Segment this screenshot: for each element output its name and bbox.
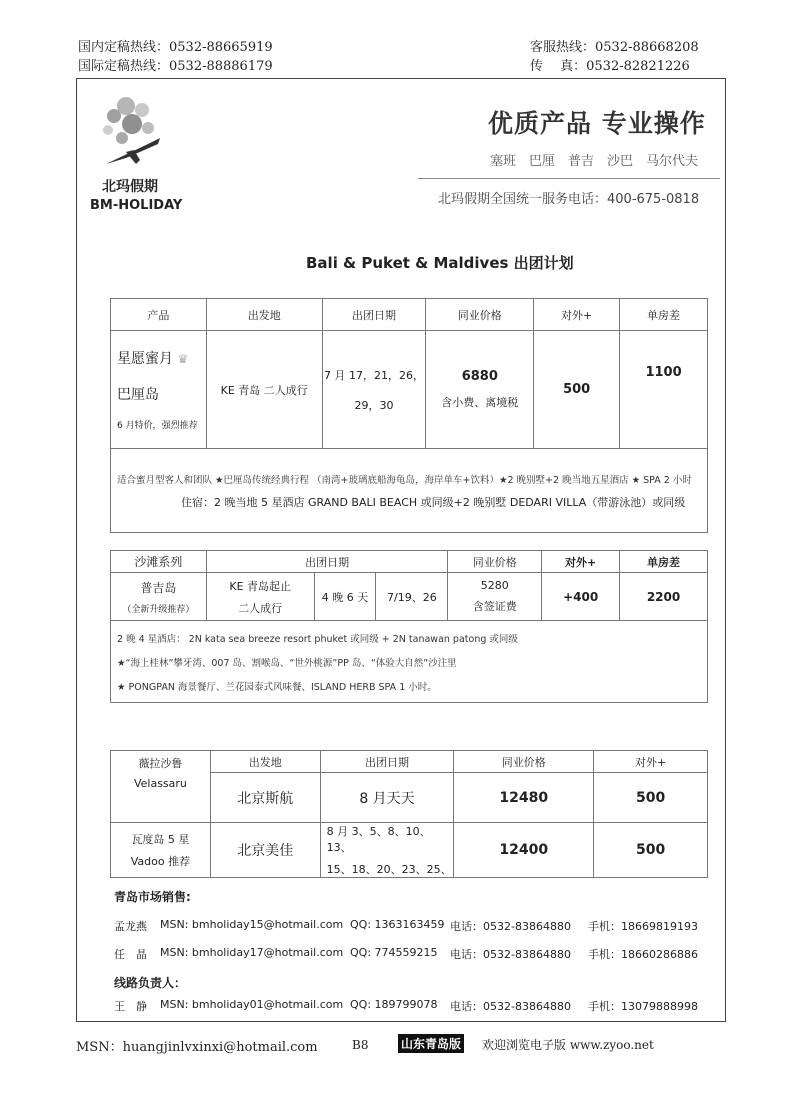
edition-badge: 山东青岛版: [398, 1034, 464, 1053]
sales-heading: 青岛市场销售:: [114, 890, 191, 904]
header-markup: 对外+: [594, 751, 708, 773]
vadoo-name-cell: [111, 823, 211, 878]
vadoo-dates-line1: 8 月 3、5、8、10、13、: [326, 825, 431, 854]
contact-mobile: 手机：18660286886: [588, 948, 698, 961]
header-dates: 出团日期: [322, 299, 426, 331]
maldives-table: [110, 750, 708, 878]
velassaru-name-en: Velassaru: [133, 777, 187, 790]
national-hotline: 北玛假期全国统一服务电话：400-675-0818: [438, 192, 700, 207]
manager-msn: MSN: bmholiday01@hotmail.com: [160, 998, 344, 1011]
logo-icon: [96, 94, 166, 174]
service-hotline: 客服热线：0532-88668208: [530, 40, 699, 55]
phuket-note-1: 2 晚 4 星酒店： 2N kata sea breeze resort phuket 或同级 + 2N tanawan patong 或同级: [117, 633, 518, 645]
velassaru-markup: 500: [594, 773, 708, 823]
price-value: 6880: [461, 369, 498, 384]
phuket-note-2: ★“海上桂林”攀牙湾、007 岛、割喉岛、“世外桃源”PP 岛、“体验大自然”沙注里: [117, 657, 457, 669]
footer-welcome[interactable]: 欢迎浏览电子版 www.zyoo.net: [482, 1038, 654, 1052]
single-cell: 2200: [620, 573, 708, 621]
velassaru-price: 12480: [454, 773, 594, 823]
bali-table: [110, 298, 708, 533]
contact-msn: MSN: bmholiday15@hotmail.com: [160, 918, 344, 931]
destinations: 塞班 巴厘 普吉 沙巴 马尔代夫: [490, 154, 699, 169]
header-price: 同业价格: [448, 551, 542, 573]
price-value: 5280: [480, 579, 509, 592]
header-price: 同业价格: [454, 751, 594, 773]
manager-name: 王 静: [114, 1000, 147, 1013]
velassaru-dates: 8 月天天: [320, 773, 454, 823]
page-title: Bali & Puket & Maldives 出团计划: [306, 254, 574, 272]
vadoo-dates-line2: 15、18、20、23、25、: [326, 863, 452, 876]
manager-tel: 电话：0532-83864880: [450, 1000, 571, 1013]
header-divider: [418, 178, 720, 179]
price-cell: [448, 573, 542, 621]
contact-tel: 电话：0532-83864880: [450, 920, 571, 933]
header-price: 同业价格: [426, 299, 534, 331]
manager-mobile: 手机：13079888998: [588, 1000, 698, 1013]
manager-qq: QQ: 189799078: [350, 998, 438, 1011]
vadoo-name-line1: 瓦度岛 5 星: [131, 833, 190, 846]
price-note: 含小费、离境税: [441, 396, 519, 409]
velassaru-name-cn: 薇拉沙鲁: [138, 757, 183, 770]
dates-cell: 7/19、26: [376, 573, 448, 621]
place-note: （全新升级推荐）: [122, 604, 195, 615]
page-number: B8: [352, 1038, 369, 1052]
vadoo-markup: 500: [594, 823, 708, 878]
header-departure: 出发地: [206, 299, 322, 331]
contact-name: 任 晶: [114, 948, 147, 961]
product-note: 6 月特价，强烈推荐: [117, 421, 198, 431]
domestic-hotline: 国内定稿热线：0532-88665919: [78, 40, 273, 55]
price-cell: [426, 331, 534, 449]
bali-desc-2: 住宿：2 晚当地 5 星酒店 GRAND BALI BEACH 或同级+2 晚别墅 DEDARI VILLA（带游泳池）或同级: [181, 495, 686, 509]
bali-desc-1: 适合蜜月型客人和团队 ★巴厘岛传统经典行程 （南湾+玻璃底船海龟岛，海岸单车+饮料）★2 晚别墅+2 晚当地五星酒店 ★ SPA 2 小时: [117, 474, 692, 486]
price-note: 含签证费: [472, 600, 517, 613]
contact-qq: QQ: 774559215: [350, 946, 438, 959]
phuket-note-3: ★ PONGPAN 海景餐厅、兰花园泰式风味餐、ISLAND HERB SPA 1 小时。: [117, 681, 437, 693]
place-cell: [111, 573, 207, 621]
line-manager-heading: 线路负责人：: [114, 976, 187, 990]
phuket-table: [110, 550, 708, 703]
single-cell: 1100: [620, 331, 708, 449]
fax-number: 传 真：0532-82821226: [530, 59, 690, 74]
markup-cell: 500: [534, 331, 620, 449]
series-label: 沙滩系列: [111, 551, 207, 573]
departure-cell: [206, 573, 314, 621]
markup-cell: +400: [542, 573, 620, 621]
vadoo-price: 12400: [454, 823, 594, 878]
footer-msn: MSN：huangjinlvxinxi@hotmail.com: [76, 1040, 318, 1055]
header-dates: 出团日期: [206, 551, 448, 573]
vadoo-dates: [320, 823, 454, 878]
bali-description: [111, 449, 708, 533]
phuket-notes: [111, 621, 708, 703]
dates-cell: [322, 331, 426, 449]
departure-line2: 二人成行: [238, 601, 283, 615]
contact-qq: QQ: 1363163459: [350, 918, 445, 931]
contact-msn: MSN: bmholiday17@hotmail.com: [160, 946, 344, 959]
velassaru-name-cell: [111, 751, 211, 823]
header-single: 单房差: [620, 299, 708, 331]
contact-mobile: 手机：18669819193: [588, 920, 698, 933]
vadoo-name-line2: Vadoo 推荐: [130, 855, 191, 868]
header-dates: 出团日期: [320, 751, 454, 773]
crown-icon: ♛: [177, 352, 189, 366]
place-name: 普吉岛: [140, 580, 177, 595]
contact-name: 孟龙燕: [114, 920, 147, 933]
departure-line1: KE 青岛起止: [229, 579, 292, 593]
departure-cell: KE 青岛 二人成行: [206, 331, 322, 449]
brand-name-cn: 北玛假期: [102, 179, 158, 195]
international-hotline: 国际定稿热线：0532-88886179: [78, 59, 273, 74]
vadoo-departure: 北京美佳: [210, 823, 320, 878]
product-name: 星愿蜜月: [117, 351, 173, 367]
dates-line1: 7 月 17，21，26，: [323, 368, 424, 382]
header-departure: 出发地: [210, 751, 320, 773]
product-place: 巴厘岛: [117, 387, 159, 403]
dates-line2: 29，30: [354, 398, 394, 412]
duration-cell: 4 晚 6 天: [314, 573, 376, 621]
velassaru-departure: 北京斯航: [210, 773, 320, 823]
slogan: 优质产品 专业操作: [488, 109, 706, 138]
header-markup: 对外+: [534, 299, 620, 331]
brand-name-en: BM-HOLIDAY: [90, 198, 183, 213]
header-markup: 对外+: [542, 551, 620, 573]
product-cell: [111, 331, 207, 449]
header-single: 单房差: [620, 551, 708, 573]
header-product: 产品: [111, 299, 207, 331]
contact-tel: 电话：0532-83864880: [450, 948, 571, 961]
